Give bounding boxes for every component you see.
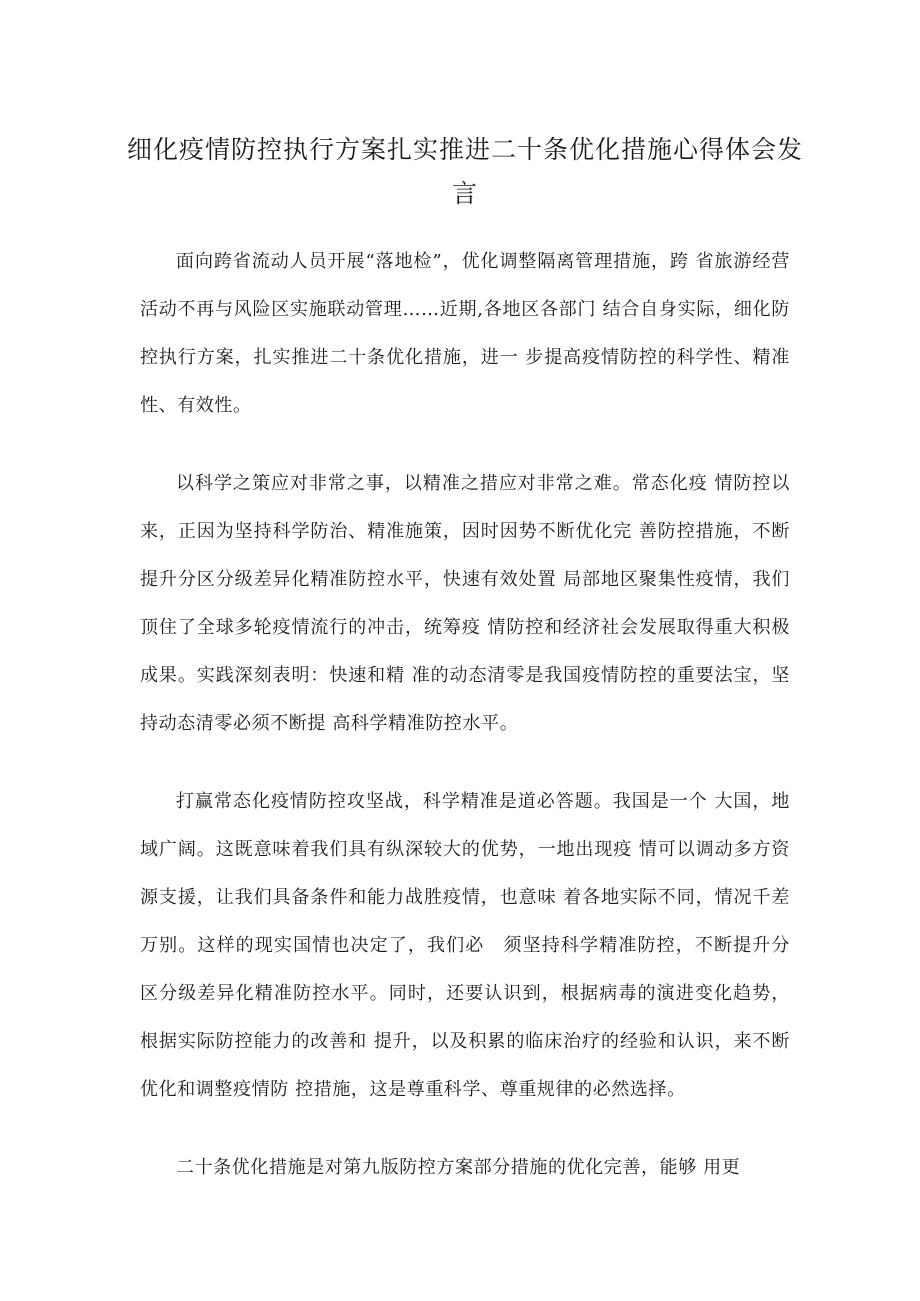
document-title: 细化疫情防控执行方案扎实推进二十条优化措施心得体会发言	[126, 135, 803, 208]
paragraph-1: 面向跨省流动人员开展“落地检”，优化调整隔离管理措施，跨 省旅游经营活动不再与风险区实施联动管理……近期,各地区各部门 结合自身实际，细化防控执行方案，扎实推进二十条优化措施，进一 步提高疫情防控的科学性、精准性、有效性。	[140, 251, 790, 416]
paragraph-2: 以科学之策应对非常之事，以精准之措应对非常之难。常态化疫 情防控以来，正因为坚持科学防治、精准施策，因时因势不断优化完 善防控措施，不断提升分区分级差异化精准防控水平，快速有效处置 局部地区聚集性疫情，我们顶住了全球多轮疫情流行的冲击，统筹疫 情防控和经济社会发展取得重大积极成果。实践深刻表明：快速和精 准的动态清零是我国疫情防控的重要法宝，坚持动态清零必须不断提 高科学精准防控水平。	[140, 473, 790, 734]
paragraph-3: 打赢常态化疫情防控攻坚战，科学精准是道必答题。我国是一个 大国，地域广阔。这既意味着我们具有纵深较大的优势，一地出现疫 情可以调动多方资源支援，让我们具备条件和能力战胜疫情，也意味 着各地实际不同，情况千差万别。这样的现实国情也决定了，我们必 须坚持科学精准防控，不断提升分区分级差异化精准防控水平。同时，还要认识到，根据病毒的演进变化趋势，根据实际防控能力的改善和 提升，以及积累的临床治疗的经验和认识，来不断优化和调整疫情防 控措施，这是尊重科学、尊重规律的必然选择。	[140, 791, 790, 1100]
paragraph-4: 二十条优化措施是对第九版防控方案部分措施的优化完善，能够 用更	[176, 1157, 741, 1178]
document-body	[140, 238, 790, 1222]
